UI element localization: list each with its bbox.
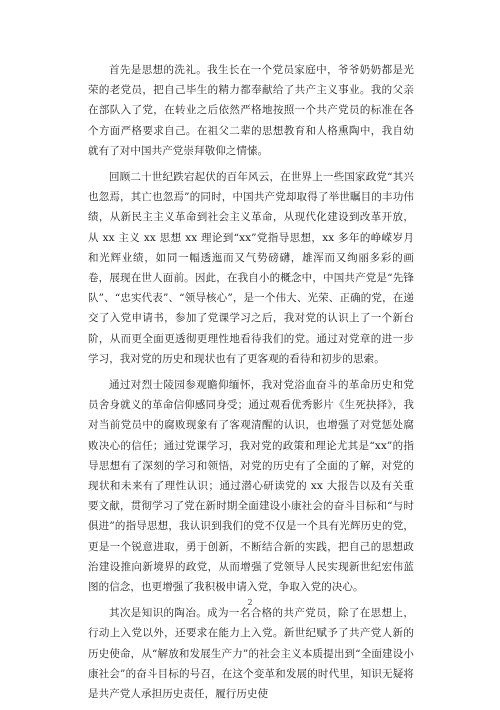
paragraph-3: 通过对烈士陵园参观瞻仰缅怀，我对党浴血奋斗的革命历史和党员舍身就义的革命信仰感同身受；通过观看优秀影片《生死抉择》，我对当前党员中的腐败现象有了客观清醒的认识，也增强了对党惩处腐败决心的信任；通过党课学习，我对党的政策和理论尤其是“xx”的指导思想有了深刻的学习和领悟，对党的历史有了全面的了解，对党的现状和未来有了理性认识；通过潜心研读党的 xx 大报告以及有关重要文献，贯彻学习了党在新时期全面建设小康社会的奋斗目标和“与时俱进”的指导思想，我认识到我们的党不仅是一个具有光辉历史的党，更是一个锐意进取，勇于创新，不断结合新的实践，把自己的思想政治建设推向新境界的政党，从而增强了党领导人民实现新世纪宏伟蓝图的信念，也更增强了我积极申请入党，争取入党的决心。 (88, 379, 414, 594)
document-body (88, 60, 414, 710)
paragraph-2: 回顾二十世纪跌宕起伏的百年风云，在世界上一些国家政党“其兴也忽焉，其亡也忽焉”的同时，中国共产党却取得了举世瞩目的丰功伟绩，从新民主主义革命到社会主义革命，从现代化建设到改革开放，从 xx 主义 xx 思想 xx 理论到“xx”党指导思想，xx 多年的峥嵘岁月和光辉业绩，如同一幅透迤而又气势磅礴，雄浑而又绚丽多彩的画卷，展现在世人面前。因此，在我自小的概念中，中国共产党是“先锋队”、“忠实代表”、“领导核心”，是一个伟大、光荣、正确的党，在递交了入党申请书，参加了党课学习之后，我对党的认识上了一个新台阶，从而更全面更透彻更理性地看待我们的党。通过对党章的进一步学习，我对党的历史和现状也有了更客观的看待和初步的思索。 (88, 171, 414, 365)
paragraph-1: 首先是思想的洗礼。我生长在一个党员家庭中，爷爷奶奶都是光荣的老党员，把自己毕生的精力都奉献给了共产主义事业。我的父亲在部队入了党，在转业之后依然严格地按照一个共产党员的标准在各个方面严格要求自己。在祖父二辈的思想教育和人格熏陶中，我自幼就有了对中国共产党崇拜敬仰之情愫。 (88, 64, 414, 157)
page-number: 2 (247, 598, 253, 607)
paragraph-4: 其次是知识的陶冶。成为一名合格的共产党员，除了在思想上，行动上入党以外，还要求在能力上入党。新世纪赋予了共产党人新的历史使命，从“解放和发展生产力”的社会主义本质提出到“全面建设小康社会”的奋斗目标的号召，在这个变革和发展的时代里，知识无疑将是共产党人承担历史责任，履行历史使 (88, 607, 414, 701)
